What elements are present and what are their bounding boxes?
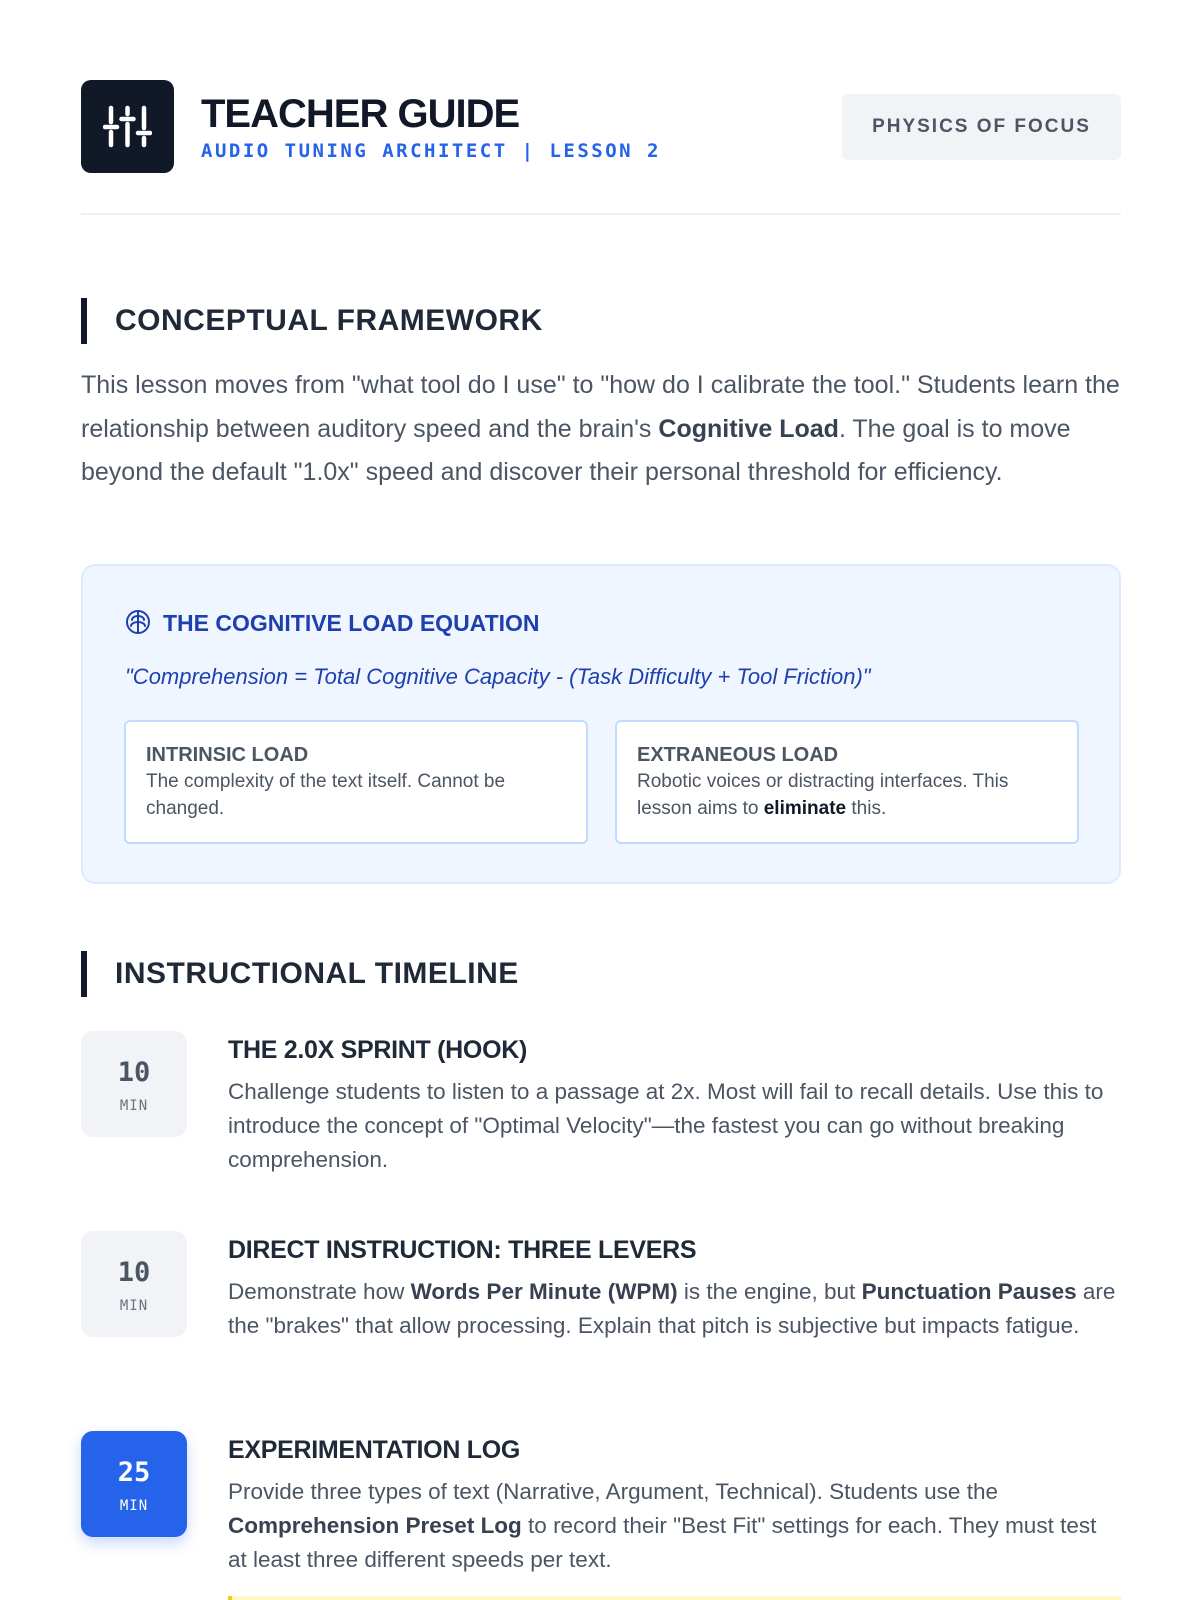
duration-badge xyxy=(81,1031,187,1137)
intro-text: This lesson moves from "what tool do I use" to "how do I calibrate the tool." Students learn the relationship between auditory speed and the brain's xyxy=(81,371,1120,443)
timeline-item-title: EXPERIMENTATION LOG xyxy=(228,1436,520,1464)
desc-text: to record their "Best Fit" settings for each. They must test at least three different speeds per text. xyxy=(228,1513,1097,1572)
extraneous-desc-text: Robotic voices or distracting interfaces. This lesson aims to xyxy=(637,771,1009,819)
extraneous-load-card xyxy=(615,720,1079,844)
intro-bold-term: Cognitive Load xyxy=(658,414,839,443)
extraneous-load-desc xyxy=(637,768,1057,822)
intrinsic-load-desc: The complexity of the text itself. Cannot be changed. xyxy=(146,771,506,819)
sliders-icon xyxy=(81,80,174,173)
duration-number: 25 xyxy=(117,1457,151,1488)
duration-badge xyxy=(81,1231,187,1337)
desc-text: Demonstrate how xyxy=(228,1279,411,1304)
page-subtitle: AUDIO TUNING ARCHITECT | LESSON 2 xyxy=(201,140,661,162)
page-header xyxy=(81,80,1121,174)
duration-number: 10 xyxy=(117,1257,151,1288)
cognitive-load-callout xyxy=(81,564,1121,884)
page-title: TEACHER GUIDE xyxy=(201,92,520,136)
header-divider xyxy=(81,213,1121,215)
intrinsic-load-card xyxy=(124,720,588,844)
teacher-guide-page xyxy=(81,0,1121,1600)
callout-title xyxy=(125,608,540,638)
extraneous-desc-end: this. xyxy=(846,798,887,819)
timeline-item-title: THE 2.0X SPRINT (HOOK) xyxy=(228,1036,527,1064)
callout-title-text: THE COGNITIVE LOAD EQUATION xyxy=(163,610,540,636)
intro-text-end: . The goal is to move beyond the default "1.0x" speed and discover their personal threshold for efficiency. xyxy=(81,414,1071,486)
desc-text: is the engine, but xyxy=(677,1279,862,1304)
desc-bold-term: Words Per Minute (WPM) xyxy=(410,1279,678,1304)
duration-unit: MIN xyxy=(119,1098,149,1114)
desc-text: are the "brakes" that allow processing. Explain that pitch is subjective but impacts fatigue. xyxy=(228,1279,1116,1338)
extraneous-load-title: EXTRANEOUS LOAD xyxy=(637,744,839,766)
brain-icon xyxy=(125,609,151,642)
desc-bold-term: Comprehension Preset Log xyxy=(228,1513,522,1538)
extraneous-bold-term: eliminate xyxy=(763,798,847,819)
note-box-edge xyxy=(228,1596,1121,1600)
section-heading-timeline: INSTRUCTIONAL TIMELINE xyxy=(81,951,519,997)
duration-badge-active xyxy=(81,1431,187,1537)
topic-tag: PHYSICS OF FOCUS xyxy=(842,94,1121,160)
desc-text: Provide three types of text (Narrative, Argument, Technical). Students use the xyxy=(228,1479,998,1504)
cognitive-load-equation: "Comprehension = Total Cognitive Capacity - (Task Difficulty + Tool Friction)" xyxy=(125,664,871,689)
timeline-item-desc: Challenge students to listen to a passage at 2x. Most will fail to recall details. Use this to introduce the concept of "Optimal Velocity"—the fastest you can go without breaking comprehension. xyxy=(228,1079,1104,1172)
duration-unit: MIN xyxy=(119,1298,149,1314)
framework-intro xyxy=(81,364,1121,495)
timeline-item-desc xyxy=(228,1475,1121,1577)
section-heading-framework: CONCEPTUAL FRAMEWORK xyxy=(81,298,543,344)
timeline-item-title: DIRECT INSTRUCTION: THREE LEVERS xyxy=(228,1236,697,1264)
timeline-item-desc xyxy=(228,1275,1121,1343)
intrinsic-load-title: INTRINSIC LOAD xyxy=(146,744,309,766)
duration-unit: MIN xyxy=(119,1498,149,1514)
duration-number: 10 xyxy=(117,1057,151,1088)
desc-bold-term: Punctuation Pauses xyxy=(861,1279,1077,1304)
